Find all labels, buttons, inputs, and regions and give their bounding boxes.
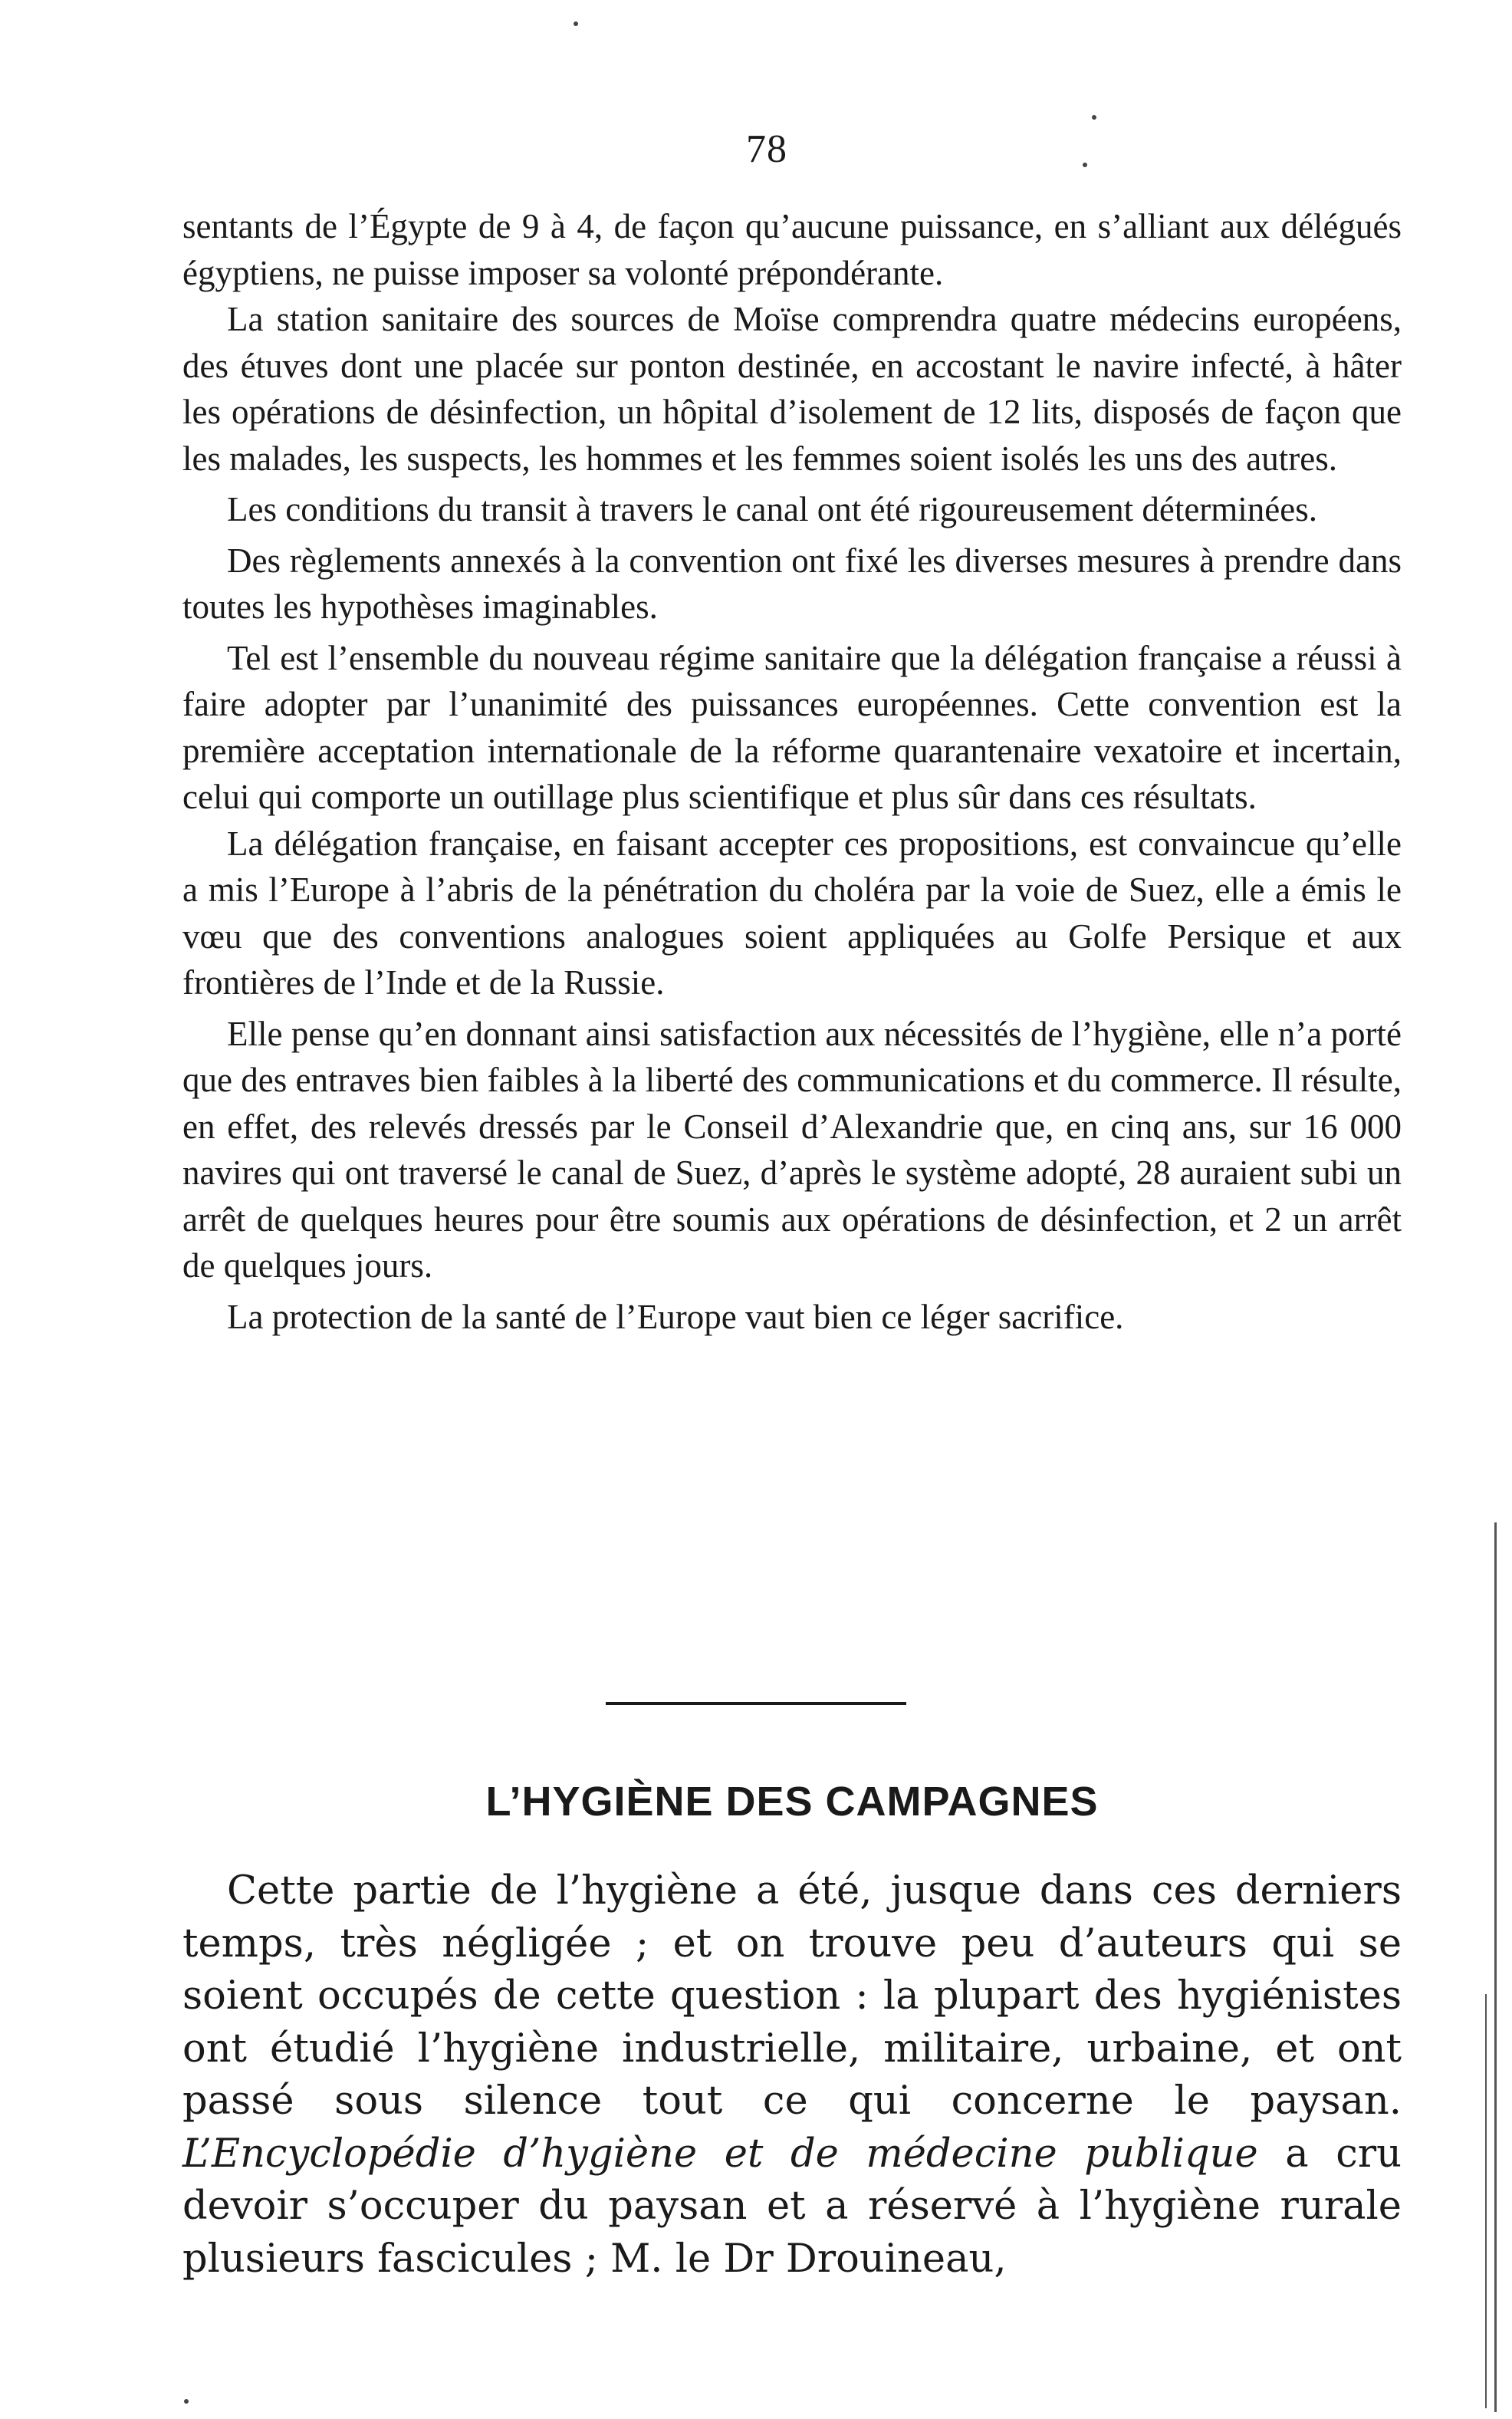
section-divider — [606, 1702, 906, 1705]
section-paragraph — [182, 1865, 1402, 2286]
scan-speck — [574, 21, 578, 26]
scan-speck — [184, 2399, 189, 2404]
scan-edge-line — [1485, 1994, 1487, 2408]
section-text-after: a cru devoir s’occuper du paysan et a réservé à l’hygiène rurale plusieurs fascicules ; M. le Dr Drouineau, — [182, 2131, 1402, 2282]
section-text — [182, 1865, 1402, 2286]
section-title: L’HYGIÈNE DES CAMPAGNES — [485, 1779, 1099, 1825]
scan-speck — [1083, 163, 1087, 167]
encyclopedia-title: L’Encyclopédie d’hygiène et de médecine publique — [182, 2131, 1258, 2177]
paragraph: Les conditions du transit à travers le canal ont été rigoureusement déterminées. — [227, 490, 1318, 528]
paragraph: La protection de la santé de l’Europe vaut bien ce léger sacrifice. — [227, 1297, 1124, 1336]
paragraph: Des règlements annexés à la convention ont fixé les diverses mesures à prendre dans toutes les hypothèses imaginables. — [182, 541, 1402, 626]
page-number: 78 — [746, 127, 787, 171]
section-text-before: Cette partie de l’hygiène a été, jusque dans ces derniers temps, très négligée ; et on trouve peu d’auteurs qui se soient occupés de cette question : la plupart des hygiénistes ont étudié l’hygiène industrielle, militaire, urbaine, et ont passé sous silence tout ce qui concerne le paysan. — [182, 1868, 1402, 2124]
scan-speck — [1092, 115, 1096, 120]
paragraph: Tel est l’ensemble du nouveau régime sanitaire que la délégation française a réussi à faire adopter par l’unanimité des puissances européennes. Cette convention est la première acceptation internationale de la réforme quarantenaire vexatoire et incertain, celui qui comporte un outillage plus scientifique et plus sûr dans ces résultats. — [182, 638, 1402, 816]
paragraph: sentants de l’Égypte de 9 à 4, de façon qu’aucune puissance, en s’alliant aux délégués égyptiens, ne puisse imposer sa volonté prépondérante. — [182, 207, 1402, 292]
paragraph: Elle pense qu’en donnant ainsi satisfaction aux nécessités de l’hygiène, elle n’a porté que des entraves bien faibles à la liberté des communications et du commerce. Il résulte, en effet, des relevés dressés par le Conseil d’Alexandrie que, en cinq ans, sur 16 000 navires qui ont traversé le canal de Suez, d’après le système adopté, 28 auraient subi un arrêt de quelques heures pour être soumis aux opérations de désinfection, et 2 un arrêt de quelques jours. — [182, 1014, 1402, 1285]
paragraph: La station sanitaire des sources de Moïse comprendra quatre médecins européens, des étuves dont une placée sur ponton destinée, en accostant le navire infecté, à hâter les opérations de désinfection, un hôpital d’isolement de 12 lits, disposés de façon que les malades, les suspects, les hommes et les femmes soient isolés les uns des autres. — [182, 300, 1402, 478]
paragraph: La délégation française, en faisant accepter ces propositions, est convaincue qu’elle a mis l’Europe à l’abris de la pénétration du choléra par la voie de Suez, elle a émis le vœu que des conventions analogues soient appliquées au Golfe Persique et aux frontières de l’Inde et de la Russie. — [182, 824, 1402, 1002]
scan-edge-line — [1494, 1522, 1497, 2412]
body-text — [182, 203, 1402, 1340]
